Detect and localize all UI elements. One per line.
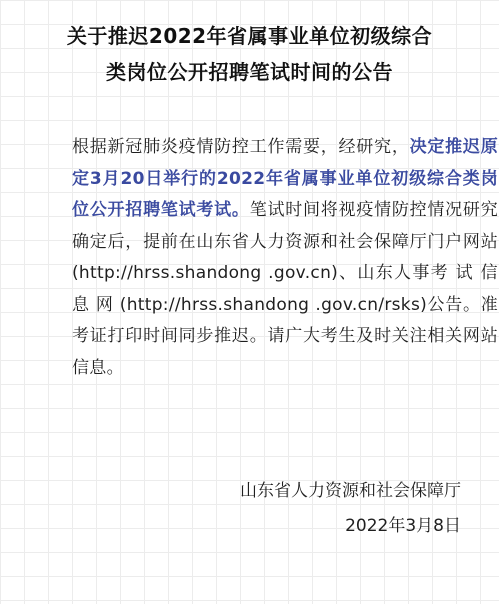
signature-organization: 山东省人力资源和社会保障厅 xyxy=(240,481,461,501)
notice-body xyxy=(38,132,498,384)
body-text-details: 笔试时间将视疫情防控情况研究确定后，提前在山东省人力资源和社会保障厅门户网站(http://hrss.shandong .gov.cn)、山东人事考 试 信 息 网 (http://hrss.shandong .gov.cn/rsks)公告。准考证打印时间同步推迟。请广大考生及时关注相关网站信息。 xyxy=(72,200,499,378)
signature-date: 2022年3月8日 xyxy=(345,516,461,536)
body-highlight-postponement: 决定推迟原定3月20日举行的2022年省属事业单位初级综合类岗位公开招聘笔试考试。 xyxy=(72,137,499,220)
notice-title xyxy=(0,18,499,90)
body-text-intro: 根据新冠肺炎疫情防控工作需要，经研究， xyxy=(72,137,410,157)
notice-title-line-2: 类岗位公开招聘笔试时间的公告 xyxy=(106,60,393,84)
notice-title-line-1: 关于推迟2022年省属事业单位初级综合 xyxy=(66,24,433,48)
